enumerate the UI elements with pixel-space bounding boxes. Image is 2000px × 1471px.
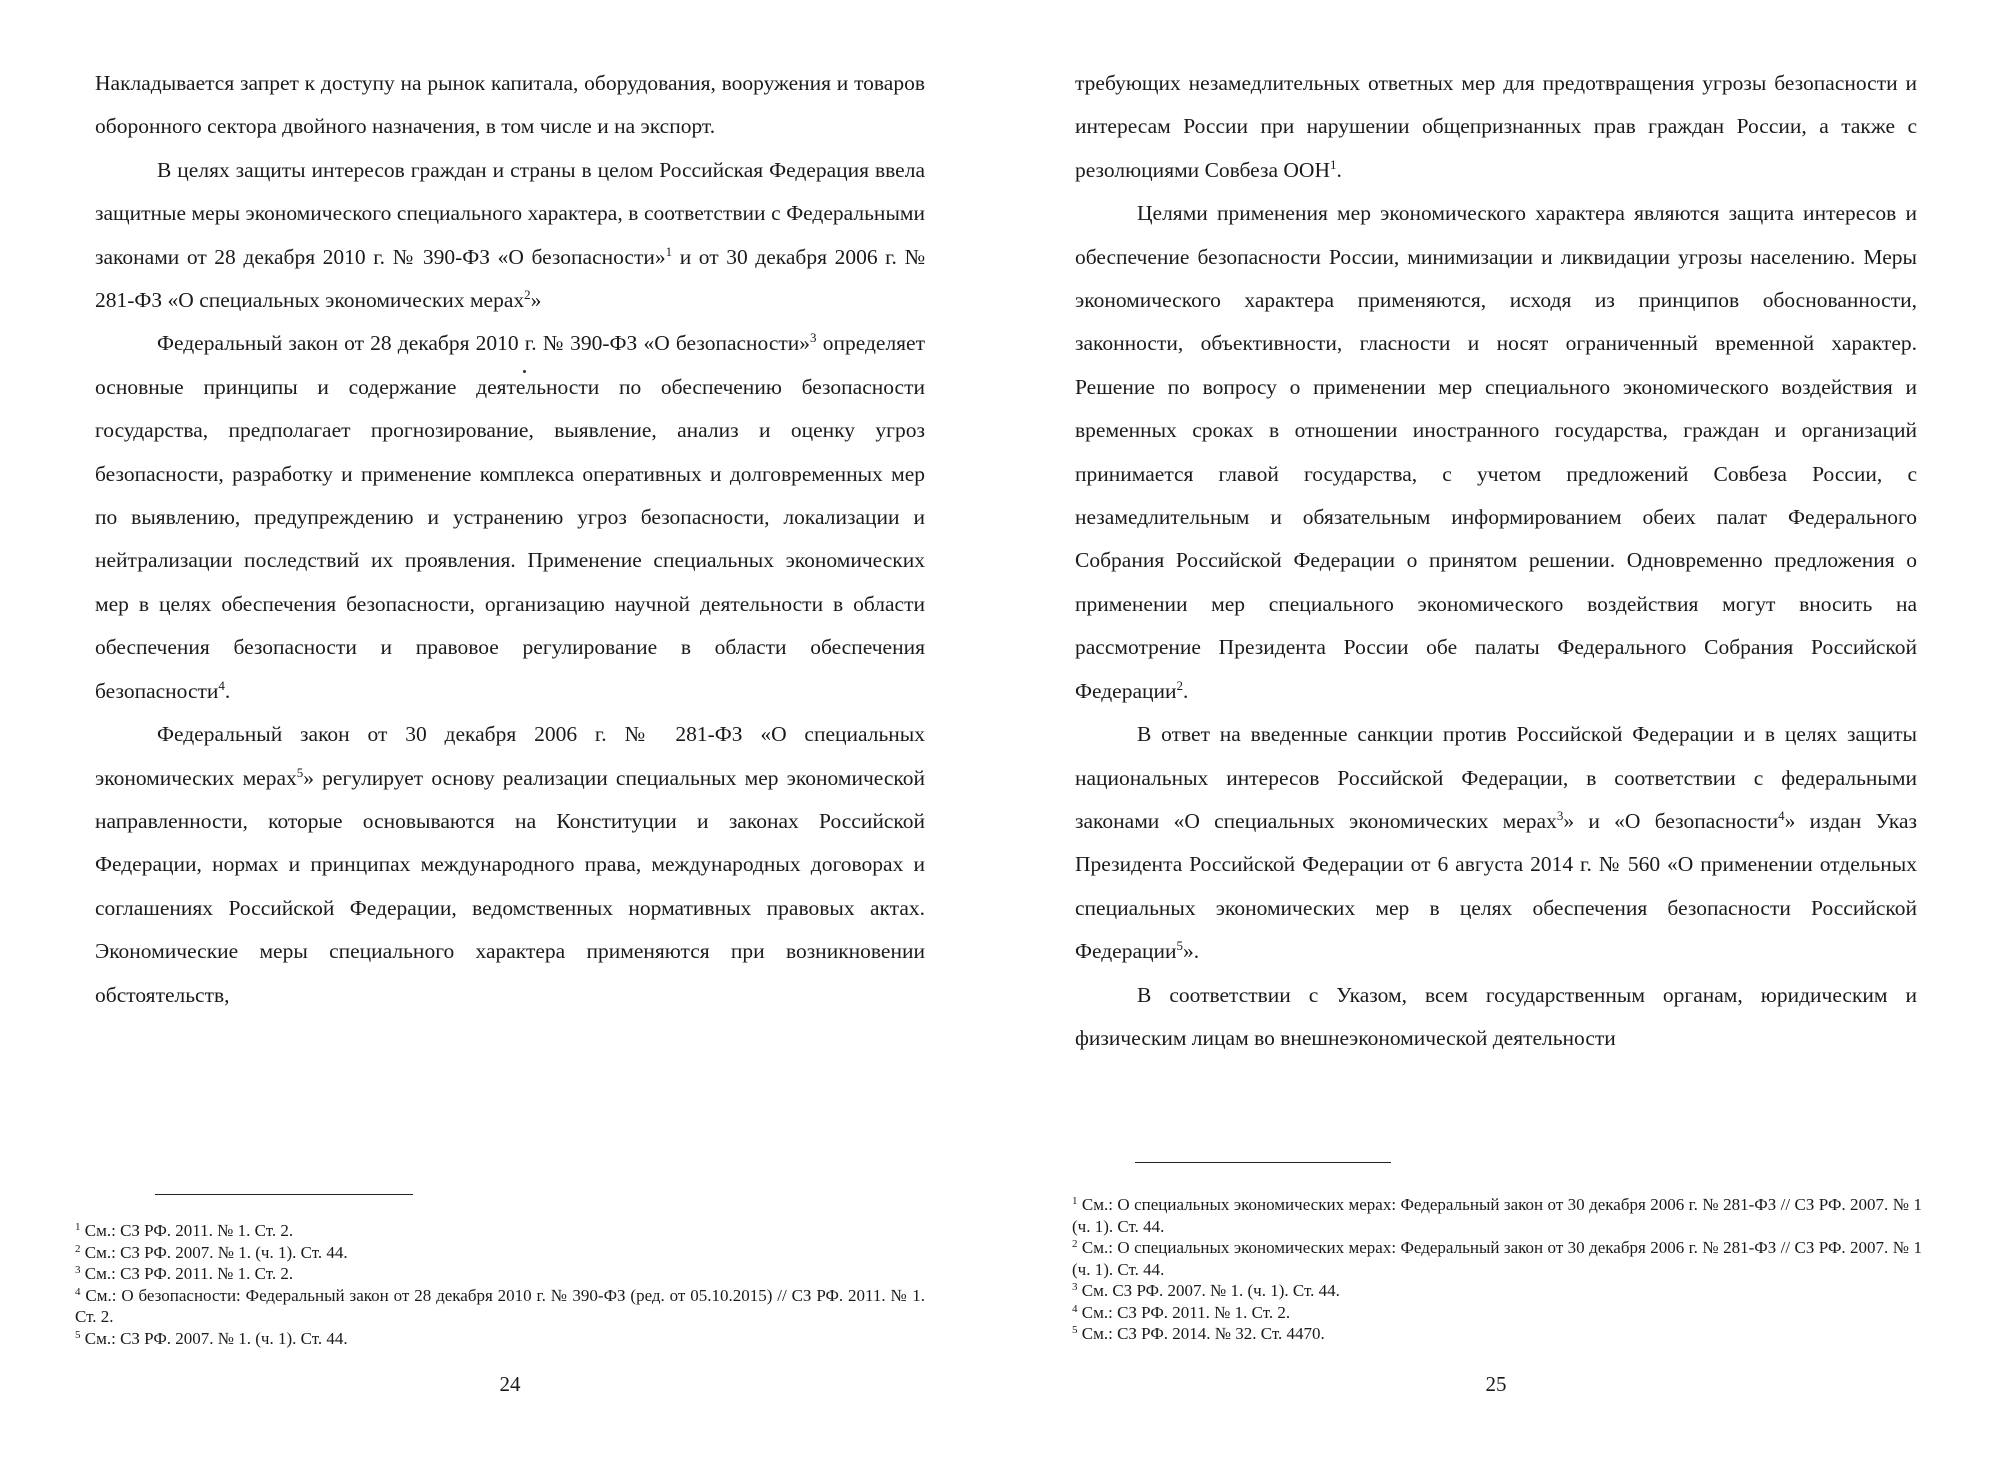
- footnote: [75, 1285, 925, 1328]
- paragraph: [1075, 62, 1917, 192]
- page-number: 25: [1485, 1372, 1507, 1396]
- footnote-ref: 2: [524, 287, 531, 303]
- footnote-ref: 2: [1176, 677, 1184, 693]
- paragraph-text: » регулирует основу реализации специальных мер экономической направленности, которые основываются на Конституции и законах Российской Федерации, нормах и принципах международного права, международных договорах и соглашениях Российской Федерации, ведомственных нормативных правовых актах. Экономические меры специального характера применяются при возникновении обстоятельств,: [95, 765, 925, 1007]
- footnote-text: См.: О специальных экономических мерах: Федеральный закон от 30 декабря 2006 г. № 281-ФЗ // СЗ РФ. 2007. № 1 (ч. 1). Ст. 44.: [1072, 1195, 1922, 1236]
- paragraph-text: Целями применения мер экономического характера являются защита интересов и обеспечение безопасности России, минимизации и ликвидации угрозы населению. Меры экономического характера применяются, исходя из принципов обоснованности, законности, объективности, гласности и носят ограниченный временной характер. Решение по вопросу о применении мер специального экономического воздействия и временных сроках в отношении иностранного государства, граждан и организаций принимается главой государства, с учетом предложений Совбеза России, с незамедлительным и обязательным информированием обеих палат Федерального Собрания Российской Федерации о принятом решении. Одновременно предложения о применении мер специального экономического воздействия могут вносить на рассмотрение Президента России обе палаты Федерального Собрания Российской Федерации: [1075, 201, 1917, 703]
- footnote-ref: 3: [1556, 807, 1564, 823]
- paragraph-text: Федеральный закон от 30 декабря 2006 г. № 281-ФЗ «О специальных экономических мерах: [95, 722, 925, 790]
- paragraph: [95, 62, 925, 149]
- footnote-number: 3: [1072, 1281, 1078, 1293]
- footnote-ref: 5: [296, 764, 304, 780]
- right-page: [1000, 0, 2000, 1471]
- paragraph-text: В соответствии с Указом, всем государственным органам, юридическим и физическим лицам во внешнеэкономической деятельности: [1075, 982, 1917, 1050]
- footnote-number: 4: [75, 1285, 81, 1298]
- paragraph-text: ».: [1183, 939, 1200, 964]
- paragraph-text: и от 30 декабря 2006 г. № 281-ФЗ «О специальных экономических мерах: [95, 244, 926, 313]
- scan-speck: [523, 370, 526, 373]
- left-page-body: [95, 62, 925, 1017]
- footnote: [1072, 1323, 1922, 1345]
- footnote: [75, 1263, 925, 1285]
- paragraph-text: .: [1336, 157, 1342, 182]
- footnote-ref: 1: [1329, 156, 1337, 172]
- footnote-text: См.: СЗ РФ. 2007. № 1. (ч. 1). Ст. 44.: [80, 1328, 348, 1348]
- footnote-separator: [155, 1194, 413, 1195]
- paragraph: [1075, 192, 1917, 713]
- footnote: [75, 1242, 925, 1264]
- footnote-number: 2: [75, 1242, 81, 1255]
- right-footnotes: [1072, 1194, 1922, 1345]
- footnote-text: См.: СЗ РФ. 2007. № 1. (ч. 1). Ст. 44.: [80, 1242, 348, 1262]
- footnote: [1072, 1194, 1922, 1237]
- footnote-text: См.: СЗ РФ. 2011. № 1. Ст. 2.: [80, 1221, 294, 1240]
- footnote-text: См.: СЗ РФ. 2014. № 32. Ст. 4470.: [1077, 1324, 1325, 1343]
- footnote: [75, 1220, 925, 1242]
- left-footnotes: [75, 1220, 925, 1349]
- footnote-text: См. СЗ РФ. 2007. № 1. (ч. 1). Ст. 44.: [1077, 1281, 1340, 1300]
- paragraph-text: определяет основные принципы и содержание деятельности по обеспечению безопасности государства, предполагает прогнозирование, выявление, анализ и оценку угроз безопасности, разработку и применение комплекса оперативных и долговременных мер по выявлению, предупреждению и устранению угроз безопасности, локализации и нейтрализации последствий их проявления. Применение специальных экономических мер в целях обеспечения безопасности, организацию научной деятельности в области обеспечения безопасности и правовое регулирование в области обеспечения безопасности: [95, 331, 925, 703]
- paragraph-text: » и «О безопасности: [1563, 808, 1779, 833]
- footnote: [75, 1328, 925, 1350]
- paragraph-text: Федеральный закон от 28 декабря 2010 г. № 390-ФЗ «О безопасности»: [157, 331, 811, 356]
- paragraph-text: В ответ на введенные санкции против Российской Федерации и в целях защиты национальных интересов Российской Федерации, в соответствии с федеральными законами «О специальных экономических мерах: [1075, 722, 1917, 833]
- footnote-number: 3: [75, 1264, 81, 1276]
- page-number: 24: [499, 1372, 521, 1396]
- footnote-number: 5: [75, 1328, 81, 1341]
- footnote-number: 5: [1072, 1324, 1078, 1336]
- footnote-text: См.: О безопасности: Федеральный закон от 28 декабря 2010 г. № 390-ФЗ (ред. от 05.10.2015) // СЗ РФ. 2011. № 1. Ст. 2.: [75, 1285, 925, 1326]
- paragraph: [1075, 713, 1917, 973]
- footnote-separator: [1135, 1162, 1391, 1163]
- footnote: [1072, 1302, 1922, 1324]
- footnote-ref: 4: [1778, 807, 1785, 823]
- footnote-number: 1: [1072, 1195, 1078, 1207]
- footnote-ref: 5: [1176, 938, 1184, 954]
- paragraph-text: .: [224, 678, 231, 703]
- paragraph-text: требующих незамедлительных ответных мер для предотвращения угрозы безопасности и интересам России при нарушении общепризнанных прав граждан России, а также с резолюциями Совбеза ООН: [1075, 71, 1917, 182]
- footnote-number: 1: [75, 1221, 81, 1233]
- footnote-ref: 4: [218, 677, 225, 693]
- paragraph-text: » издан Указ Президента Российской Федерации от 6 августа 2014 г. № 560 «О применении отдельных специальных экономических мер в целях обеспечения безопасности Российской Федерации: [1075, 808, 1918, 964]
- paragraph-text: В целях защиты интересов граждан и страны в целом Российская Федерация ввела защитные меры экономического специального характера, в соответствии с Федеральными законами от 28 декабря 2010 г. № 390-ФЗ «О безопасности»: [95, 157, 925, 269]
- footnote-text: См.: СЗ РФ. 2011. № 1. Ст. 2.: [1077, 1302, 1291, 1322]
- footnote-text: См.: О специальных экономических мерах: Федеральный закон от 30 декабря 2006 г. № 281-ФЗ // СЗ РФ. 2007. № 1 (ч. 1). Ст. 44.: [1072, 1238, 1922, 1279]
- footnote-ref: 1: [665, 243, 673, 259]
- paragraph: [95, 322, 925, 713]
- paragraph-text: Накладывается запрет к доступу на рынок капитала, оборудования, вооружения и товаров оборонного сектора двойного назначения, в том числе и на экспорт.: [95, 71, 925, 139]
- right-page-body: [1075, 62, 1917, 1060]
- paragraph-text: »: [530, 288, 542, 313]
- paragraph: [95, 149, 925, 323]
- footnote-number: 4: [1072, 1302, 1078, 1315]
- footnote-number: 2: [1072, 1238, 1078, 1250]
- paragraph: [95, 713, 925, 1017]
- paragraph: [1075, 974, 1917, 1061]
- footnote-ref: 3: [810, 330, 817, 346]
- footnote: [1072, 1280, 1922, 1302]
- footnote: [1072, 1237, 1922, 1280]
- footnote-text: См.: СЗ РФ. 2011. № 1. Ст. 2.: [80, 1264, 294, 1283]
- paragraph-text: .: [1183, 678, 1189, 703]
